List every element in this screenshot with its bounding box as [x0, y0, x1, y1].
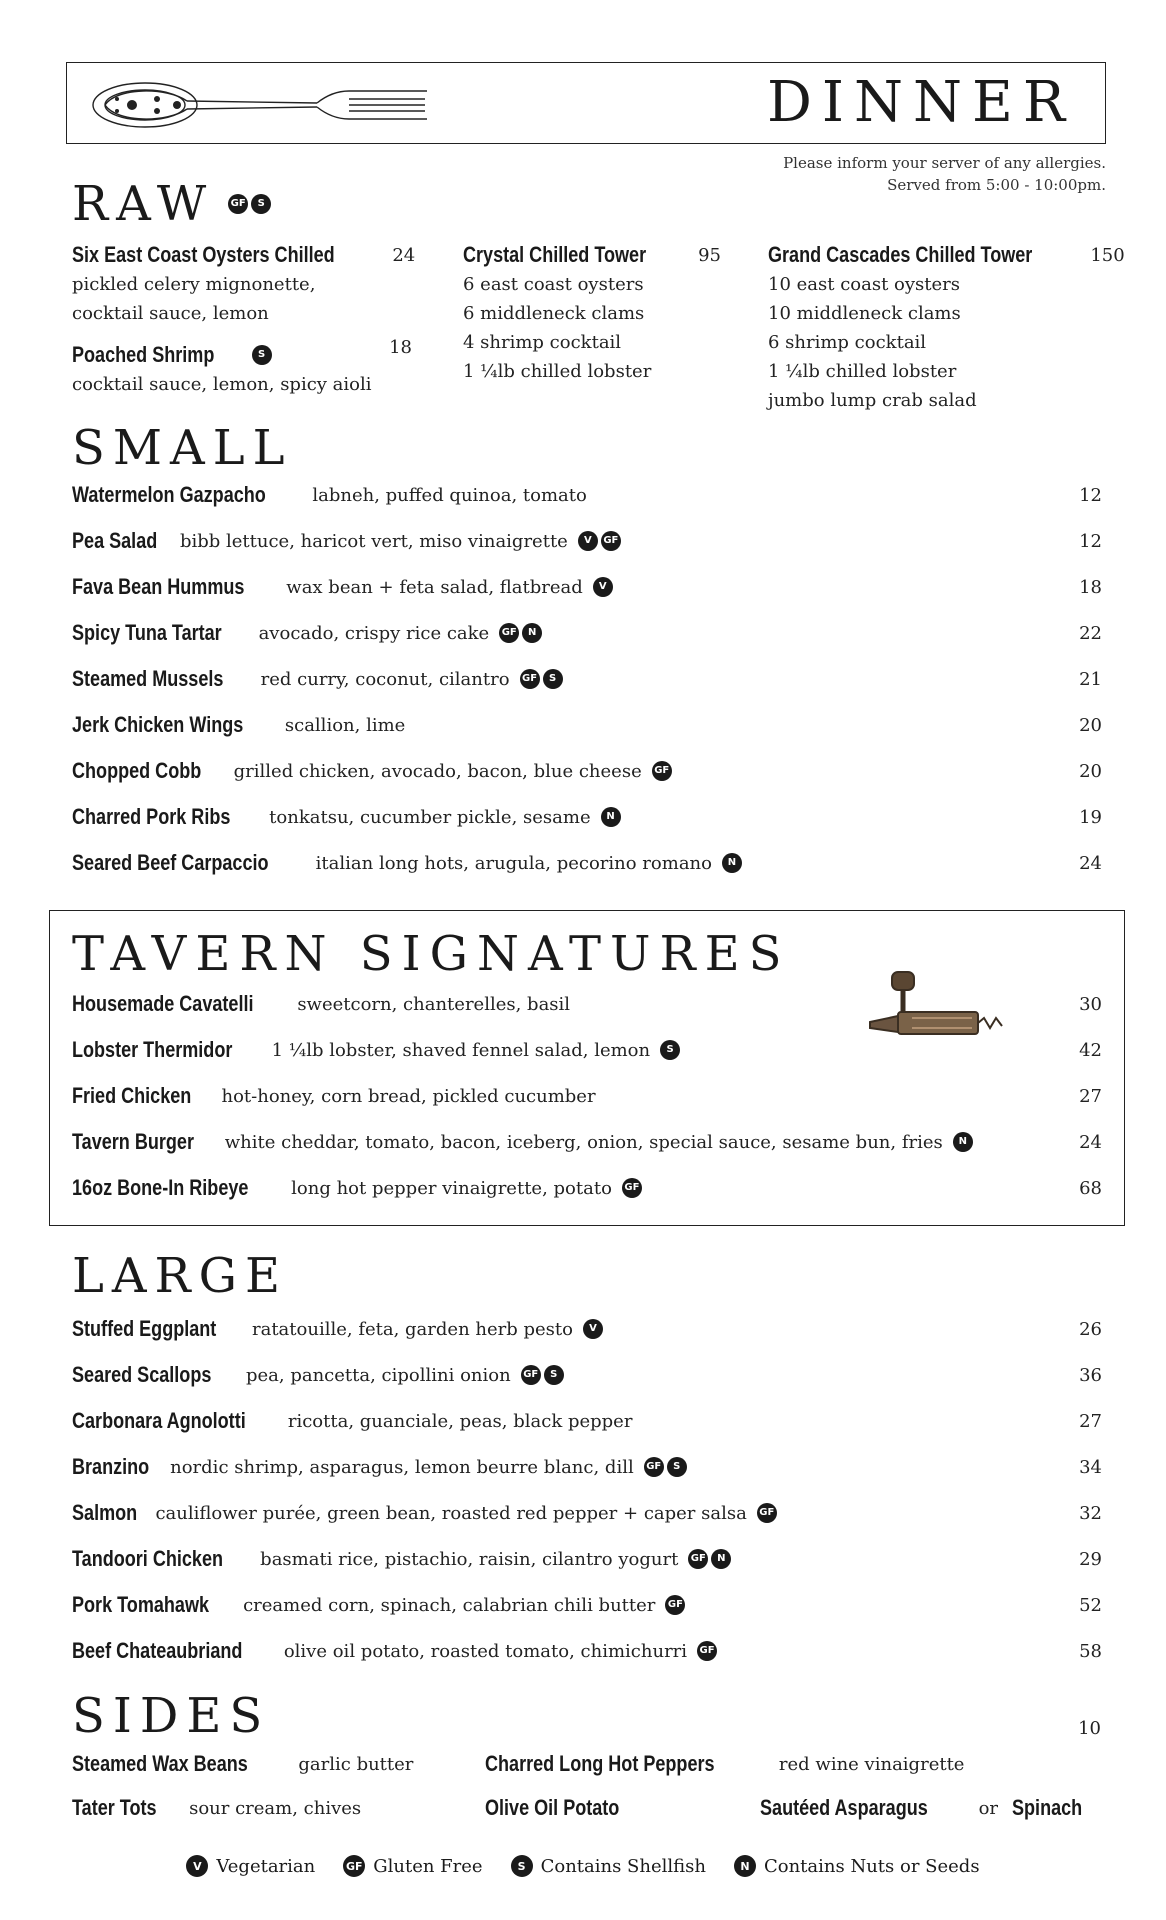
item-desc: long hot pepper vinaigrette, potato [291, 1177, 612, 1199]
item-desc: avocado, crispy rice cake [258, 622, 490, 644]
shellfish-badge: S [660, 1040, 680, 1060]
item-desc-group [286, 577, 612, 598]
item-name: Beef Chateaubriand [72, 1638, 243, 1663]
item-desc: bibb lettuce, haricot vert, miso vinaigrette [179, 530, 568, 552]
nuts-badge: N [711, 1549, 731, 1569]
side-item [485, 1793, 649, 1823]
menu-row [72, 618, 1102, 648]
item-name: Seared Beef Carpaccio [72, 850, 269, 875]
item-desc-group [284, 1641, 717, 1662]
allergy-note: Please inform your server of any allergies. [783, 154, 1106, 172]
tavern-title: TAVERN SIGNATURES [72, 926, 791, 982]
diet-tags [644, 1457, 687, 1477]
nuts-badge: N [734, 1855, 756, 1877]
shellfish-badge: S [251, 194, 271, 214]
item-desc-line: 1 ¼lb chilled lobster [463, 361, 652, 382]
item-name: Lobster Thermidor [72, 1037, 233, 1062]
legend-item [511, 1855, 706, 1877]
item-desc-group [260, 1549, 731, 1570]
item-name: Chopped Cobb [72, 758, 202, 783]
item-price: 36 [1079, 1364, 1102, 1386]
shellfish-badge: S [544, 1365, 564, 1385]
item-desc: creamed corn, spinach, calabrian chili butter [243, 1594, 656, 1616]
item-desc: ricotta, guanciale, peas, black pepper [287, 1410, 633, 1432]
item-desc-line: 6 shrimp cocktail [768, 332, 927, 353]
vegetarian-badge: V [578, 531, 598, 551]
item-price: 32 [1079, 1502, 1102, 1524]
item-name: Tater Tots [72, 1795, 157, 1820]
menu-row [72, 480, 1102, 510]
item-price: 12 [1079, 484, 1102, 506]
item-desc-line: 10 east coast oysters [768, 274, 961, 295]
item-desc: pea, pancetta, cipollini onion [245, 1364, 511, 1386]
gluten-free-badge: GF [601, 531, 621, 551]
gluten-free-badge: GF [757, 1503, 777, 1523]
item-price: 52 [1079, 1594, 1102, 1616]
sides-price: 10 [1078, 1718, 1101, 1739]
item-price: 24 [1079, 1131, 1102, 1153]
menu-row [72, 1360, 1102, 1390]
item-price: 20 [1079, 760, 1102, 782]
large-title: LARGE [72, 1248, 289, 1304]
item-desc: basmati rice, pistachio, raisin, cilantro yogurt [260, 1548, 679, 1570]
item-name: 16oz Bone-In Ribeye [72, 1175, 249, 1200]
diet-tags [583, 1319, 603, 1339]
item-price: 18 [389, 336, 412, 358]
legend-item [343, 1855, 482, 1877]
item-desc-group [269, 807, 620, 828]
item-price: 150 [1090, 244, 1125, 266]
raw-column-3 [768, 240, 1125, 415]
diet-tags [622, 1178, 642, 1198]
item-desc-line: cocktail sauce, lemon, spicy aioli [72, 374, 372, 395]
nuts-badge: N [601, 807, 621, 827]
raw-title: RAW [72, 176, 215, 232]
item-name: Steamed Wax Beans [72, 1751, 248, 1776]
gluten-free-badge: GF [343, 1855, 365, 1877]
menu-row [72, 1173, 1102, 1203]
shellfish-badge: S [667, 1457, 687, 1477]
item-desc: hot-honey, corn bread, pickled cucumber [221, 1085, 596, 1107]
item-desc-group [155, 1503, 776, 1524]
diet-tags [722, 853, 742, 873]
diet-tags [665, 1595, 685, 1615]
diet-tags [521, 1365, 564, 1385]
item-desc: grilled chicken, avocado, bacon, blue cheese [233, 760, 642, 782]
side-item [485, 1749, 964, 1779]
item-desc-line: pickled celery mignonette, [72, 274, 316, 295]
vegetarian-badge: V [593, 577, 613, 597]
item-desc-group [316, 853, 742, 874]
item-price: 29 [1079, 1548, 1102, 1570]
raw-item [72, 240, 416, 270]
item-name: Watermelon Gazpacho [72, 482, 266, 507]
item-name: Spinach [1012, 1795, 1083, 1820]
legend [0, 1855, 1166, 1877]
item-name: Crystal Chilled Tower [463, 242, 647, 267]
item-name: Poached Shrimp [72, 342, 215, 367]
item-desc: cauliflower purée, green bean, roasted red pepper + caper salsa [155, 1502, 747, 1524]
diet-tags [652, 761, 672, 781]
item-desc: garlic butter [298, 1753, 414, 1775]
gluten-free-badge: GF [688, 1549, 708, 1569]
menu-row [72, 1081, 1102, 1111]
item-desc: nordic shrimp, asparagus, lemon beurre blanc, dill [170, 1456, 634, 1478]
side-item [72, 1793, 361, 1823]
menu-row [72, 664, 1102, 694]
item-name: Jerk Chicken Wings [72, 712, 244, 737]
nuts-badge: N [722, 853, 742, 873]
raw-heading [72, 176, 271, 232]
raw-item [463, 240, 721, 270]
menu-row [72, 1544, 1102, 1574]
item-desc: wax bean + feta salad, flatbread [286, 576, 583, 598]
diet-tags [593, 577, 613, 597]
item-desc-group [272, 1040, 681, 1061]
item-price: 34 [1079, 1456, 1102, 1478]
menu-row [72, 1590, 1102, 1620]
item-name: Grand Cascades Chilled Tower [768, 242, 1033, 267]
item-name: Seared Scallops [72, 1362, 212, 1387]
item-name: Sautéed Asparagus [760, 1795, 928, 1820]
item-desc: 1 ¼lb lobster, shaved fennel salad, lemon [271, 1039, 651, 1061]
side-item [760, 1793, 1098, 1823]
item-name: Tandoori Chicken [72, 1546, 224, 1571]
small-title: SMALL [72, 420, 293, 476]
gluten-free-badge: GF [228, 194, 248, 214]
hours-note: Served from 5:00 - 10:00pm. [887, 176, 1106, 194]
item-desc-group [234, 761, 672, 782]
raw-column-2 [463, 240, 721, 386]
raw-item [72, 336, 412, 370]
item-desc: tonkatsu, cucumber pickle, sesame [269, 806, 591, 828]
item-desc: white cheddar, tomato, bacon, iceberg, onion, special sauce, sesame bun, fries [224, 1131, 943, 1153]
item-desc-group [285, 715, 405, 736]
diet-tags [688, 1549, 731, 1569]
diet-tags [499, 623, 542, 643]
gluten-free-badge: GF [521, 1365, 541, 1385]
menu-row [72, 1406, 1102, 1436]
item-desc: or [978, 1797, 999, 1819]
item-name: Housemade Cavatelli [72, 991, 254, 1016]
item-name: Olive Oil Potato [485, 1795, 620, 1820]
menu-row [72, 989, 1102, 1019]
menu-row [72, 1035, 1102, 1065]
menu-row [72, 1498, 1102, 1528]
item-desc-group [180, 531, 621, 552]
diet-tags [697, 1641, 717, 1661]
side-item [72, 1749, 413, 1779]
gluten-free-badge: GF [644, 1457, 664, 1477]
item-desc: italian long hots, arugula, pecorino romano [315, 852, 712, 874]
item-name: Stuffed Eggplant [72, 1316, 217, 1341]
item-desc-group [312, 485, 587, 506]
item-desc: scallion, lime [284, 714, 406, 736]
item-name: Branzino [72, 1454, 150, 1479]
item-desc: labneh, puffed quinoa, tomato [312, 484, 587, 506]
menu-row [72, 1636, 1102, 1666]
nuts-badge: N [522, 623, 542, 643]
diet-tags [660, 1040, 680, 1060]
menu-row [72, 572, 1102, 602]
vegetarian-badge: V [186, 1855, 208, 1877]
item-price: 21 [1079, 668, 1102, 690]
menu-row [72, 1127, 1102, 1157]
item-desc-group [221, 1086, 595, 1107]
item-price: 22 [1079, 622, 1102, 644]
menu-row [72, 1314, 1102, 1344]
legend-label: Gluten Free [373, 1855, 483, 1877]
item-desc-line: cocktail sauce, lemon [72, 303, 269, 324]
item-desc: sour cream, chives [189, 1797, 362, 1819]
item-name: Pea Salad [72, 528, 158, 553]
raw-tags [228, 194, 271, 214]
gluten-free-badge: GF [665, 1595, 685, 1615]
legend-label: Contains Shellfish [540, 1855, 706, 1877]
item-desc-line: jumbo lump crab salad [768, 390, 977, 411]
item-name: Six East Coast Oysters Chilled [72, 242, 335, 267]
item-price: 27 [1079, 1410, 1102, 1432]
item-price: 58 [1079, 1640, 1102, 1662]
gluten-free-badge: GF [697, 1641, 717, 1661]
page-title: DINNER [766, 70, 1075, 135]
gluten-free-badge: GF [520, 669, 540, 689]
item-price: 20 [1079, 714, 1102, 736]
item-name: Charred Long Hot Peppers [485, 1751, 715, 1776]
item-desc-group [243, 1595, 685, 1616]
item-desc-group [297, 994, 570, 1015]
item-name: Charred Pork Ribs [72, 804, 231, 829]
vegetarian-badge: V [583, 1319, 603, 1339]
gluten-free-badge: GF [622, 1178, 642, 1198]
item-desc-line: 6 middleneck clams [463, 303, 645, 324]
item-price: 12 [1079, 530, 1102, 552]
raw-column-1 [72, 240, 416, 399]
item-name: Pork Tomahawk [72, 1592, 210, 1617]
fork-icon [87, 77, 427, 133]
item-price: 24 [1079, 852, 1102, 874]
item-desc-line: 4 shrimp cocktail [463, 332, 622, 353]
item-desc-line: 6 east coast oysters [463, 274, 644, 295]
gluten-free-badge: GF [652, 761, 672, 781]
item-name: Fried Chicken [72, 1083, 192, 1108]
item-price: 95 [698, 244, 721, 266]
shellfish-badge: S [511, 1855, 533, 1877]
item-desc-line: 1 ¼lb chilled lobster [768, 361, 957, 382]
item-desc: sweetcorn, chanterelles, basil [297, 993, 571, 1015]
item-desc-group [225, 1132, 973, 1153]
item-price: 24 [392, 244, 416, 266]
shellfish-badge: S [252, 345, 272, 365]
item-price: 30 [1079, 993, 1102, 1015]
item-desc-group [261, 669, 563, 690]
item-price: 18 [1079, 576, 1102, 598]
menu-row [72, 526, 1102, 556]
item-desc: olive oil potato, roasted tomato, chimichurri [283, 1640, 688, 1662]
item-name: Tavern Burger [72, 1129, 194, 1154]
item-price: 68 [1079, 1177, 1102, 1199]
item-desc-group [252, 1319, 603, 1340]
item-desc: red wine vinaigrette [778, 1753, 965, 1775]
legend-label: Vegetarian [216, 1855, 316, 1877]
menu-row [72, 1452, 1102, 1482]
gluten-free-badge: GF [499, 623, 519, 643]
sides-title: SIDES [72, 1688, 271, 1744]
item-desc-group [291, 1178, 642, 1199]
item-name: Salmon [72, 1500, 138, 1525]
item-desc-line: 10 middleneck clams [768, 303, 961, 324]
item-desc: red curry, coconut, cilantro [260, 668, 510, 690]
item-price: 26 [1079, 1318, 1102, 1340]
legend-label: Contains Nuts or Seeds [763, 1855, 980, 1877]
item-price: 27 [1079, 1085, 1102, 1107]
menu-row [72, 802, 1102, 832]
item-desc-group [246, 1365, 564, 1386]
diet-tags [520, 669, 563, 689]
item-name: Spicy Tuna Tartar [72, 620, 222, 645]
menu-row [72, 756, 1102, 786]
diet-tags [953, 1132, 973, 1152]
menu-row [72, 848, 1102, 878]
item-desc-group [170, 1457, 687, 1478]
legend-item [734, 1855, 980, 1877]
diet-tags [601, 807, 621, 827]
item-desc: ratatouille, feta, garden herb pesto [251, 1318, 573, 1340]
raw-item [768, 240, 1125, 270]
diet-tags [757, 1503, 777, 1523]
item-price: 19 [1079, 806, 1102, 828]
header-box [66, 62, 1106, 144]
nuts-badge: N [953, 1132, 973, 1152]
item-desc-group [288, 1411, 633, 1432]
item-name: Steamed Mussels [72, 666, 224, 691]
item-desc-group [259, 623, 543, 644]
menu-row [72, 710, 1102, 740]
diet-tags [578, 531, 621, 551]
shellfish-badge: S [543, 669, 563, 689]
item-name: Carbonara Agnolotti [72, 1408, 246, 1433]
legend-item [186, 1855, 315, 1877]
item-price: 42 [1079, 1039, 1102, 1061]
item-name: Fava Bean Hummus [72, 574, 245, 599]
